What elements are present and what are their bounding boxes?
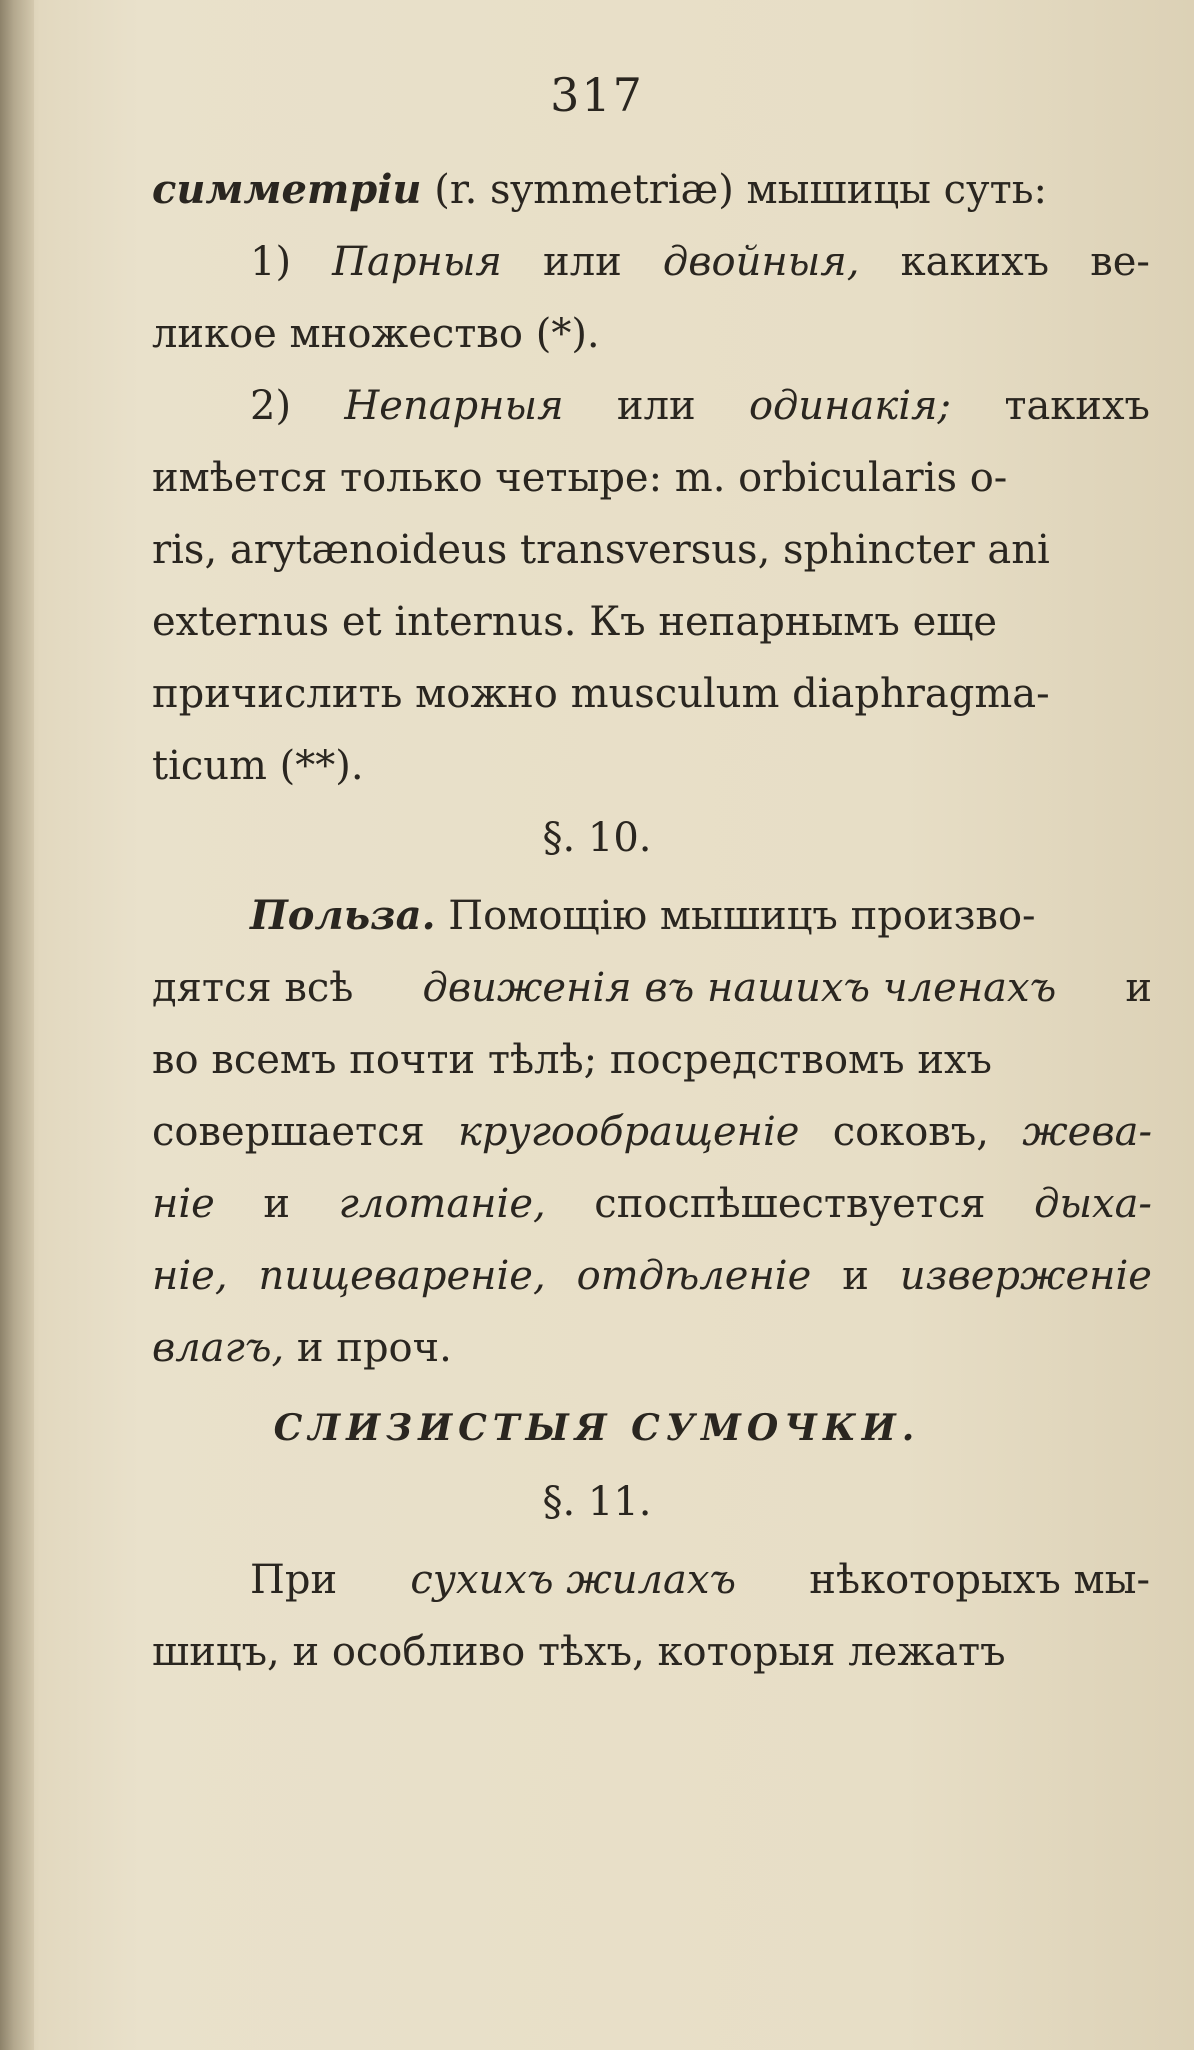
text-line bbox=[152, 1320, 1152, 1376]
italic-term: одинакія; bbox=[748, 383, 951, 429]
text-fragment: При bbox=[250, 1557, 338, 1603]
text-fragment: споспѣшествуется bbox=[594, 1181, 986, 1227]
text-fragment: ве- bbox=[1090, 239, 1150, 285]
text-fragment: или bbox=[543, 239, 622, 285]
text-line: имѣется только четыре: m. orbicularis o- bbox=[152, 455, 1008, 501]
text-fragment: совершается bbox=[152, 1109, 425, 1155]
text-fragment: нѣкоторыхъ мы- bbox=[809, 1557, 1150, 1603]
list-number: 2) bbox=[250, 383, 292, 429]
italic-term: пищевареніе, bbox=[258, 1253, 546, 1299]
text-fragment: соковъ, bbox=[832, 1109, 989, 1155]
section-number: §. 11. bbox=[542, 1479, 652, 1525]
italic-term: кругообращеніе bbox=[458, 1109, 800, 1155]
text-fragment: какихъ bbox=[900, 239, 1050, 285]
italic-term: жева- bbox=[1022, 1109, 1152, 1155]
italic-term: отдѣленіе bbox=[576, 1253, 812, 1299]
italic-term: ніе, bbox=[152, 1253, 228, 1299]
text-line bbox=[152, 162, 1152, 218]
text-line bbox=[250, 378, 1150, 434]
text-line bbox=[152, 1104, 1152, 1160]
text-line: причислить можно musculum diaphragma- bbox=[152, 671, 1050, 717]
italic-term: симметріи bbox=[152, 166, 422, 213]
italic-term: Парныя bbox=[332, 239, 502, 285]
text-fragment: (r. symmetriæ) мышицы суть: bbox=[434, 167, 1047, 213]
text-fragment: Помощію мышицъ произво- bbox=[448, 893, 1036, 939]
text-fragment: и проч. bbox=[296, 1325, 452, 1371]
page-binding-edge bbox=[0, 0, 34, 2050]
italic-term: двойныя, bbox=[662, 239, 860, 285]
text-line: externus et internus. Къ непарнымъ еще bbox=[152, 599, 998, 645]
text-fragment: такихъ bbox=[1004, 383, 1150, 429]
italic-term: ніе bbox=[152, 1181, 215, 1227]
italic-term: глотаніе, bbox=[338, 1181, 546, 1227]
text-line: ticum (**). bbox=[152, 743, 364, 789]
italic-term: влагъ, bbox=[152, 1325, 285, 1371]
italic-term: дыха- bbox=[1034, 1181, 1152, 1227]
italic-term: движенія въ нашихъ членахъ bbox=[422, 965, 1057, 1011]
italic-term: изверженіе bbox=[899, 1253, 1152, 1299]
text-line: во всемъ почти тѣлѣ; посредствомъ ихъ bbox=[152, 1037, 992, 1083]
text-line bbox=[250, 888, 1150, 944]
section-number: §. 10. bbox=[542, 815, 652, 861]
list-number: 1) bbox=[250, 239, 292, 285]
section-heading: СЛИЗИСТЫЯ СУМОЧКИ. bbox=[273, 1407, 921, 1449]
text-line bbox=[152, 1176, 1152, 1232]
text-line bbox=[250, 1552, 1150, 1608]
text-line bbox=[152, 1248, 1152, 1304]
text-fragment: и bbox=[1125, 965, 1152, 1011]
text-line: ris, arytænoideus transversus, sphincter ani bbox=[152, 527, 1050, 573]
text-line bbox=[250, 234, 1150, 290]
text-fragment: или bbox=[616, 383, 696, 429]
italic-term: Непарныя bbox=[344, 383, 564, 429]
text-line: шицъ, и особливо тѣхъ, которыя лежатъ bbox=[152, 1629, 1006, 1675]
text-fragment: дятся всѣ bbox=[152, 965, 354, 1011]
italic-term: Польза. bbox=[250, 892, 436, 939]
page-number: 317 bbox=[550, 68, 644, 122]
text-line bbox=[152, 960, 1152, 1016]
text-line: ликое множество (*). bbox=[152, 311, 600, 357]
italic-term: сухихъ жилахъ bbox=[410, 1557, 737, 1603]
text-fragment: и bbox=[263, 1181, 291, 1227]
text-fragment: и bbox=[842, 1253, 869, 1299]
